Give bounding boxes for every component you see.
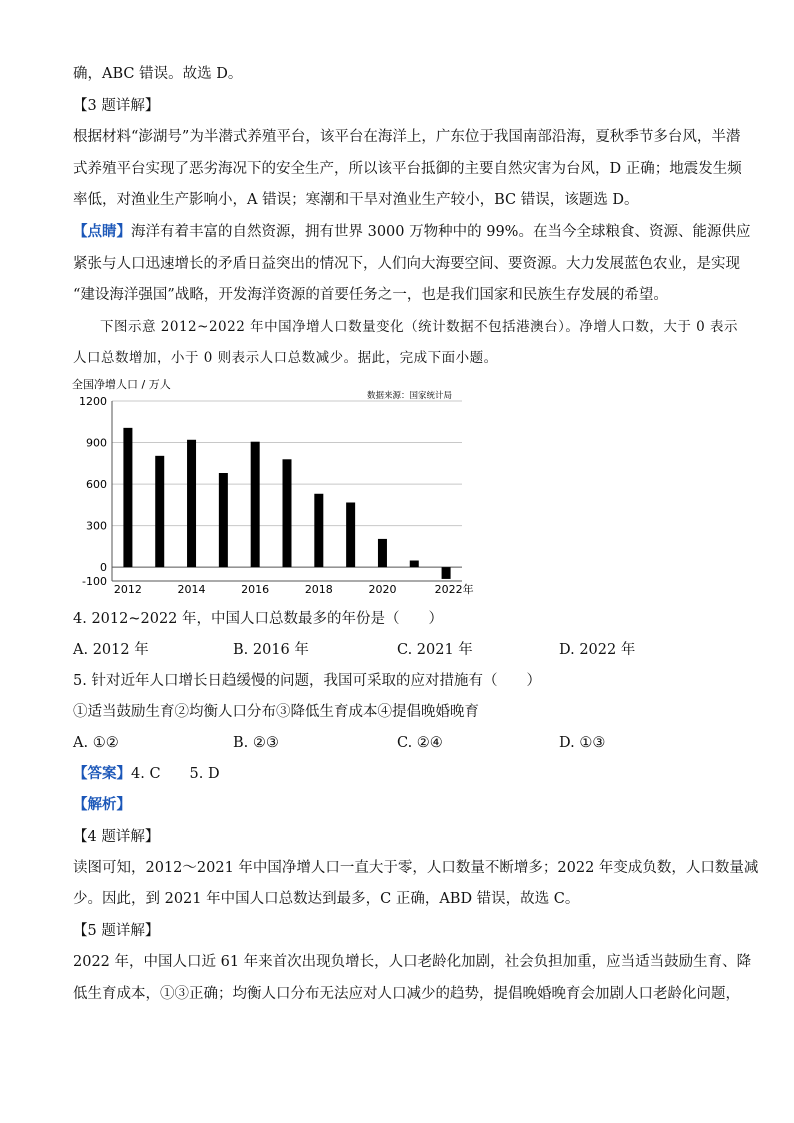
text-line: “建设海洋强国”战略，开发海洋资源的首要任务之一，也是我们国家和民族生存发展的希望。 [73,287,668,303]
q5-option-a: A. ①② [73,735,119,751]
answer-text: 4. C 5. D [131,766,220,782]
section-heading: 【3 题详解】 [73,98,160,114]
question-5: 5. 针对近年人口增长日趋缓慢的问题，我国可采取的应对措施有（ ） [73,673,541,689]
x-tick-label: 2020 [368,583,397,596]
answer-line [73,764,220,784]
q5-option-c: C. ②④ [397,735,443,751]
y-tick-label: 300 [86,519,107,533]
x-tick-label: 2012 [113,583,142,596]
net-population-chart [66,374,486,600]
y-tick-label: 0 [100,561,107,575]
text-line: 式养殖平台实现了恶劣海况下的安全生产，所以该平台抵御的主要自然灾害为台风，D 正确；地震发生频 [73,161,742,177]
intro-line: 人口总数增加，小于 0 则表示人口总数减少。据此，完成下面小题。 [73,350,498,366]
bar-2018 [314,494,323,567]
y-tick-label: 900 [86,436,107,450]
chart-source: 数据来源：国家统计局 [367,391,453,401]
q5-option-b: B. ②③ [233,735,279,751]
tip-text: 海洋有着丰富的自然资源，拥有世界 3000 万物种中的 99%。在当今全球粮食、资源、能源供应 [131,224,751,240]
tip-tag: 【点睛】 [73,223,131,240]
text-line: 读图可知，2012～2021 年中国净增人口一直大于零，人口数量不断增多；2022 年变成负数，人口数量减 [73,860,759,876]
bar-2016 [251,442,260,567]
q4-option-b: B. 2016 年 [233,642,309,658]
bar-2022 [442,567,451,579]
question-5-items: ①适当鼓励生育②均衡人口分布③降低生育成本④提倡晚婚晚育 [73,704,479,720]
bar-2017 [283,459,292,567]
y-tick-label: 1200 [79,395,107,408]
analysis-tag: 【解析】 [73,796,131,813]
x-tick-label: 2016 [241,583,270,596]
text-line: 2022 年，中国人口近 61 年来首次出现负增长，人口老龄化加剧，社会负担加重，应当适当鼓励生育、降 [73,954,752,970]
q4-option-a: A. 2012 年 [73,642,149,658]
text-line: 低生育成本，①③正确；均衡人口分布无法应对人口减少的趋势，提倡晚婚晚育会加剧人口老龄化问题， [73,986,740,1002]
bar-2021 [410,561,419,568]
bar-2014 [187,440,196,567]
bar-2020 [378,539,387,567]
tip-paragraph [73,222,750,242]
section-heading: 【4 题详解】 [73,829,160,845]
q5-option-d: D. ①③ [559,735,606,751]
answer-tag: 【答案】 [73,765,131,782]
q4-option-d: D. 2022 年 [559,642,636,658]
x-tick-label: 2014 [177,583,206,596]
chart-ylabel: 全国净增人口 / 万人 [72,378,171,391]
y-tick-label: 600 [86,478,107,492]
text-line: 率低，对渔业生产影响小，A 错误；寒潮和干旱对渔业生产较小，BC 错误，该题选 D。 [73,192,639,208]
q4-option-c: C. 2021 年 [397,642,473,658]
bar-2019 [346,502,355,567]
intro-line: 下图示意 2012~2022 年中国净增人口数量变化（统计数据不包括港澳台）。净增人口数，大于 0 表示 [100,319,739,335]
bar-2013 [155,456,164,567]
x-tick-label: 2022年 [434,583,474,596]
chart-bars [123,428,450,579]
bar-2012 [123,428,132,567]
bar-2015 [219,473,228,567]
text-line: 少。因此，到 2021 年中国人口总数达到最多，C 正确，ABD 错误，故选 C。 [73,891,580,907]
section-heading: 【5 题详解】 [73,923,160,939]
text-line: 确，ABC 错误。故选 D。 [73,66,243,82]
x-tick-label: 2018 [304,583,333,596]
text-line: 紧张与人口迅速增长的矛盾日益突出的情况下，人们向大海要空间、要资源。大力发展蓝色农业，是实现 [73,256,740,272]
text-line: 根据材料“澎湖号”为半潜式养殖平台，该平台在海洋上，广东位于我国南部沿海，夏秋季节多台风，半潜 [73,129,741,145]
y-tick-label: -100 [82,575,107,588]
question-4: 4. 2012~2022 年，中国人口总数最多的年份是（ ） [73,611,444,627]
